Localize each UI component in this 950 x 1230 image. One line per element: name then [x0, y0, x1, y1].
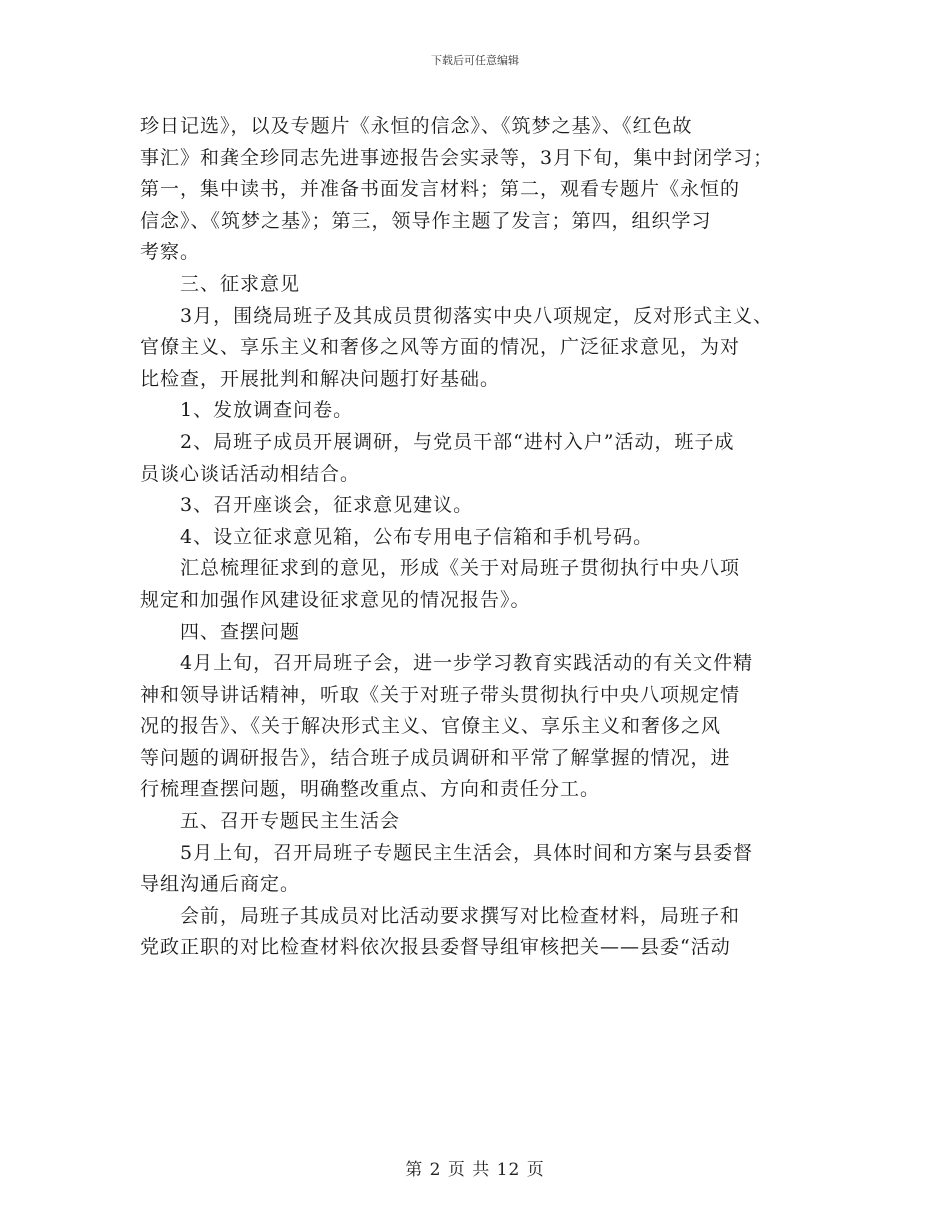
text-line: 员谈心谈话活动相结合。 — [140, 462, 361, 485]
text-line: 况的报告》、《关于解决形式主义、官僚主义、享乐主义和奢侈之风 — [140, 715, 722, 738]
page-number: 第 2 页 共 12 页 — [405, 1160, 545, 1180]
text-line: 珍日记选》，以及专题片《永恒的信念》、《筑梦之基》、《红色故 — [140, 115, 693, 137]
text-line: 第一，集中读书，并准备书面发言材料；第二，观看专题片《永恒的 — [140, 178, 741, 201]
text-line: 四、查摆问题 — [180, 620, 301, 643]
text-line: 神和领导讲话精神，听取《关于对班子带头贯彻执行中央八项规定情 — [140, 683, 741, 706]
text-line: 事汇》和龚全珍同志先进事迹报告会实录等，3月下旬，集中封闭学习； — [140, 146, 774, 169]
text-line: 官僚主义、享乐主义和奢侈之风等方面的情况，广泛征求意见，为对 — [140, 336, 741, 359]
text-line: 考察。 — [140, 241, 201, 264]
text-line: 等问题的调研报告》，结合班子成员调研和平常了解掌握的情况，进 — [140, 746, 731, 769]
text-line: 5月上旬，召开局班子专题民主生活会，具体时间和方案与县委督 — [180, 841, 754, 864]
text-line: 规定和加强作风建设征求意见的情况报告》。 — [140, 588, 531, 611]
text-line: 4月上旬，召开局班子会，进一步学习教育实践活动的有关文件精 — [180, 652, 754, 675]
text-line: 3月，围绕局班子及其成员贯彻落实中央八项规定，反对形式主义、 — [180, 304, 774, 327]
text-line: 会前，局班子其成员对比活动要求撰写对比检查材料，局班子和 — [180, 904, 741, 927]
text-line: 导组沟通后商定。 — [140, 873, 301, 896]
text-line: 1、发放调查问卷。 — [180, 399, 354, 422]
text-line: 4、设立征求意见箱，公布专用电子信箱和手机号码。 — [180, 525, 654, 548]
text-line: 比检查，开展批判和解决问题打好基础。 — [140, 367, 501, 390]
text-line: 行梳理查摆问题，明确整改重点、方向和责任分工。 — [140, 778, 601, 801]
document-body — [0, 111, 950, 964]
text-line: 3、召开座谈会，征求意见建议。 — [180, 494, 474, 517]
text-line: 汇总梳理征求到的意见，形成《关于对局班子贯彻执行中央八项 — [180, 557, 741, 580]
text-line: 三、征求意见 — [180, 272, 301, 295]
text-line: 党政正职的对比检查材料依次报县委督导组审核把关——县委“活动 — [140, 936, 731, 959]
text-line: 2、局班子成员开展调研，与党员干部“进村入户”活动，班子成 — [180, 430, 735, 453]
page-header-note: 下载后可任意编辑 — [431, 54, 519, 67]
text-line: 信念》、《筑梦之基》；第三，领导作主题了发言；第四，组织学习 — [140, 209, 712, 232]
text-line: 五、召开专题民主生活会 — [180, 810, 401, 833]
